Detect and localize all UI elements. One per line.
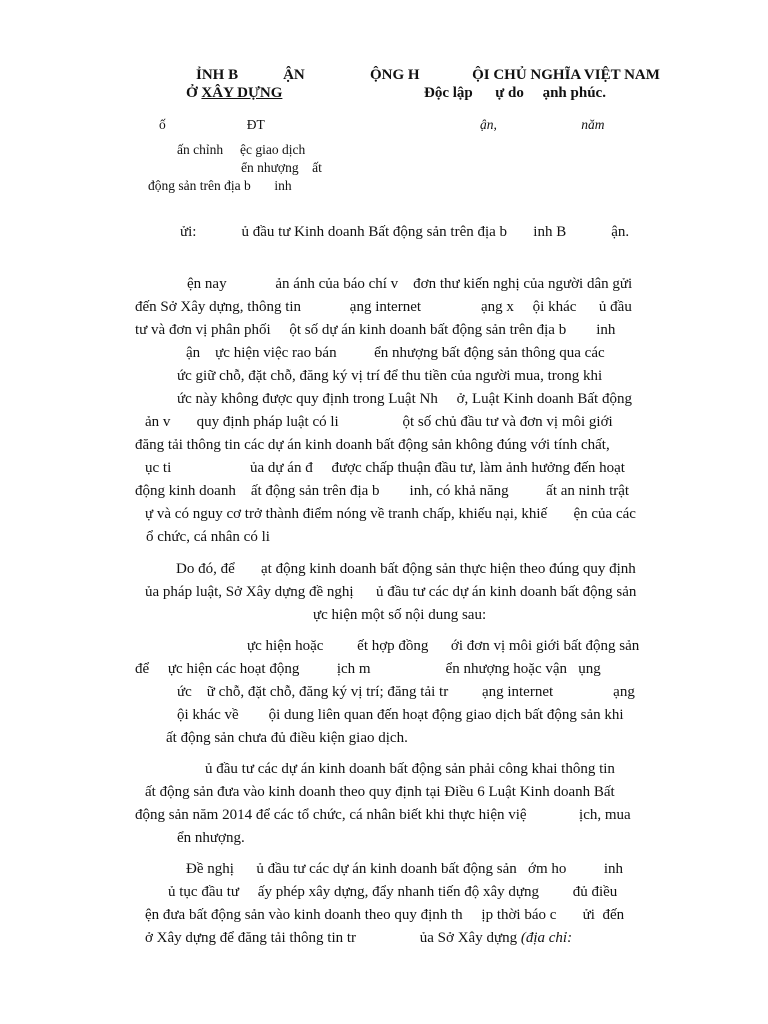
agency-name-underlined: XÂY DỰNG bbox=[201, 85, 283, 101]
para2-line: ực hiện một số nội dung sau: bbox=[313, 607, 487, 623]
subject-line-3: động sản trên địa b inh bbox=[148, 178, 292, 193]
para5-last-text: ở Xây dựng để đăng tải thông tin tr ủa Sở Xây dựng bbox=[145, 930, 521, 946]
subject-line-1: ấn chỉnh ệc giao dịch bbox=[177, 142, 306, 157]
para5-address-label: (địa chỉ: bbox=[520, 930, 573, 946]
para1-line: ự và có nguy cơ trở thành điểm nóng về tranh chấp, khiếu nại, khiế ện của các bbox=[145, 506, 636, 522]
national-motto: Độc lập ự do ạnh phúc. bbox=[424, 85, 606, 101]
para1-line: ản v quy định pháp luật có li ột số chủ đầu tư và đơn vị môi giới bbox=[145, 414, 613, 430]
subject-line-2: ển nhượng ất bbox=[241, 160, 322, 175]
para3-line: ực hiện hoặc ết hợp đồng ới đơn vị môi giới bất động sản bbox=[247, 638, 640, 654]
agency-name-line1: ỈNH B ẬN bbox=[196, 67, 305, 83]
para5-line: Đề nghị ủ đầu tư các dự án kinh doanh bất động sản ớm ho inh bbox=[186, 861, 624, 877]
para3-line: để ực hiện các hoạt động ịch m ển nhượng hoặc vận ụng bbox=[135, 661, 601, 677]
para2-line: Do đó, để ạt động kinh doanh bất động sản thực hiện theo đúng quy định bbox=[176, 561, 636, 577]
para3-line: ức ữ chỗ, đặt chỗ, đăng ký vị trí; đăng tải tr ạng internet ạng bbox=[177, 684, 635, 700]
para3-line: ất động sản chưa đủ điều kiện giao dịch. bbox=[166, 730, 408, 746]
para1-line: ổ chức, cá nhân có li bbox=[146, 529, 270, 545]
para1-line: động kinh doanh ất động sản trên địa b inh, có khả năng ất an ninh trật bbox=[135, 483, 630, 499]
para4-line: ất động sản đưa vào kinh doanh theo quy định tại Điều 6 Luật Kinh doanh Bất bbox=[145, 784, 615, 800]
para1-line: ện nay ản ánh của báo chí v đơn thư kiến nghị của người dân gửi bbox=[187, 276, 633, 292]
agency-prefix: Ở bbox=[186, 85, 202, 101]
para1-line: đến Sở Xây dựng, thông tin ạng internet ạng x ội khác ủ đầu bbox=[135, 299, 632, 315]
para4-line: ển nhượng. bbox=[177, 830, 245, 846]
para1-line: ức này không được quy định trong Luật Nh ở, Luật Kinh doanh Bất động bbox=[177, 391, 632, 407]
para5-line-last bbox=[145, 929, 572, 947]
para1-line: đăng tải thông tin các dự án kinh doanh bất động sản không đúng với tính chất, bbox=[135, 437, 610, 453]
para3-line: ội khác về ội dung liên quan đến hoạt động giao dịch bất động sản khi bbox=[177, 707, 624, 723]
para1-line: ục ti ủa dự án đ được chấp thuận đầu tư, làm ảnh hưởng đến hoạt bbox=[145, 460, 625, 476]
para4-line: động sản năm 2014 để các tổ chức, cá nhân biết khi thực hiện việ ịch, mua bbox=[135, 807, 631, 823]
para1-line: tư và đơn vị phân phối ột số dự án kinh doanh bất động sản trên địa b inh bbox=[135, 322, 616, 338]
para5-line: ủ tục đầu tư ấy phép xây dựng, đẩy nhanh tiến độ xây dựng đủ điều bbox=[168, 884, 618, 900]
agency-name-line2 bbox=[186, 84, 282, 102]
para1-line: ức giữ chỗ, đặt chỗ, đăng ký vị trí để thu tiền của người mua, trong khi bbox=[177, 368, 603, 384]
para1-line: ận ực hiện việc rao bán ển nhượng bất động sản thông qua các bbox=[186, 345, 605, 361]
document-date: ận, năm bbox=[480, 117, 605, 132]
para4-line: ủ đầu tư các dự án kinh doanh bất động sản phải công khai thông tin bbox=[205, 761, 615, 777]
para5-line: ện đưa bất động sản vào kinh doanh theo quy định th ịp thời báo c ửi đến bbox=[145, 907, 625, 923]
para2-line: ủa pháp luật, Sở Xây dựng đề nghị ủ đầu tư các dự án kinh doanh bất động sản bbox=[145, 584, 637, 600]
document-number: ố ĐT bbox=[159, 117, 265, 132]
recipient-line: ửi: ủ đầu tư Kinh doanh Bất động sản trên địa b inh B ận. bbox=[180, 224, 630, 240]
national-title: ỘNG H ỘI CHỦ NGHĨA VIỆT NAM bbox=[370, 67, 660, 83]
